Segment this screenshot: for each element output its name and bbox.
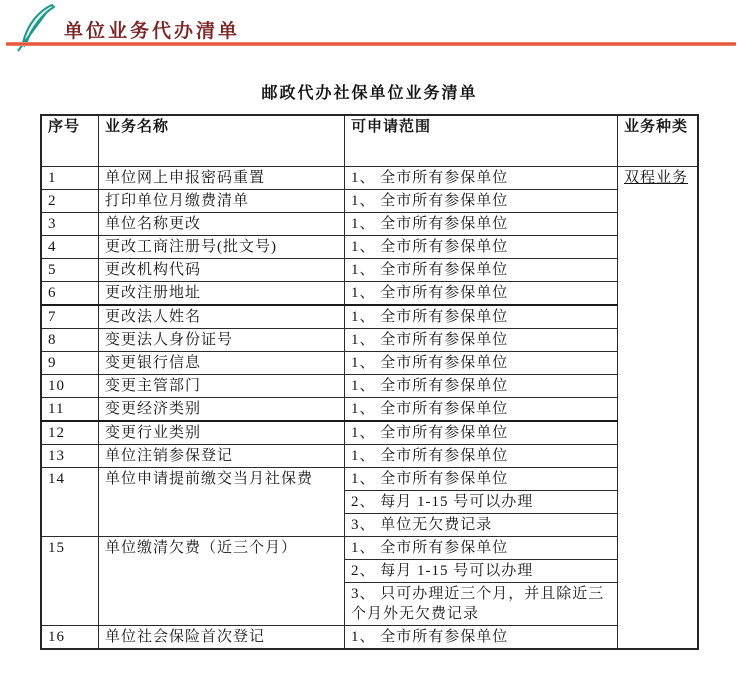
scope-cell: 1、 全市所有参保单位 — [345, 537, 618, 560]
row-number-cell: 10 — [41, 375, 99, 398]
scope-cell: 2、 每月 1-15 号可以办理 — [345, 491, 618, 514]
column-header: 序号 — [41, 115, 99, 167]
business-name-cell: 单位注销参保登记 — [99, 445, 345, 468]
table-row — [41, 468, 698, 491]
category-cell: 双程业务 — [618, 167, 699, 650]
scope-cell: 1、 全市所有参保单位 — [345, 626, 618, 650]
business-name-cell: 更改法人姓名 — [99, 305, 345, 329]
table-row — [41, 375, 698, 398]
table-row — [41, 329, 698, 352]
business-name-cell: 更改机构代码 — [99, 259, 345, 282]
column-header: 业务名称 — [99, 115, 345, 167]
row-number-cell: 7 — [41, 305, 99, 329]
column-header: 可申请范围 — [345, 115, 618, 167]
business-name-cell: 变更经济类别 — [99, 398, 345, 422]
business-name-cell: 单位社会保险首次登记 — [99, 626, 345, 650]
scope-cell: 3、 单位无欠费记录 — [345, 514, 618, 537]
business-name-cell: 更改工商注册号(批文号) — [99, 236, 345, 259]
page-header — [0, 0, 739, 50]
table-row — [41, 282, 698, 306]
business-name-cell: 变更主管部门 — [99, 375, 345, 398]
row-number-cell: 13 — [41, 445, 99, 468]
scope-cell: 1、 全市所有参保单位 — [345, 468, 618, 491]
business-name-cell: 单位申请提前缴交当月社保费 — [99, 468, 345, 537]
document-title: 单位业务代办清单 — [64, 21, 241, 42]
scope-cell: 1、 全市所有参保单位 — [345, 398, 618, 422]
business-table — [40, 114, 699, 650]
business-name-cell: 变更行业类别 — [99, 421, 345, 445]
business-name-cell: 单位名称更改 — [99, 213, 345, 236]
scope-cell: 1、 全市所有参保单位 — [345, 329, 618, 352]
business-name-cell: 单位缴清欠费（近三个月） — [99, 537, 345, 626]
row-number-cell: 14 — [41, 468, 99, 537]
table-row — [41, 537, 698, 560]
scope-cell: 1、 全市所有参保单位 — [345, 305, 618, 329]
row-number-cell: 1 — [41, 167, 99, 190]
scope-cell: 1、 全市所有参保单位 — [345, 421, 618, 445]
table-row — [41, 259, 698, 282]
table-row — [41, 213, 698, 236]
table-row — [41, 421, 698, 445]
business-name-cell: 变更银行信息 — [99, 352, 345, 375]
table-row — [41, 167, 698, 190]
row-number-cell: 16 — [41, 626, 99, 650]
table-row — [41, 626, 698, 650]
business-name-cell: 打印单位月缴费清单 — [99, 190, 345, 213]
table-title: 邮政代办社保单位业务清单 — [261, 85, 478, 102]
scope-cell: 1、 全市所有参保单位 — [345, 236, 618, 259]
scope-cell: 1、 全市所有参保单位 — [345, 375, 618, 398]
table-row — [41, 236, 698, 259]
table-row — [41, 305, 698, 329]
business-name-cell: 更改注册地址 — [99, 282, 345, 306]
row-number-cell: 9 — [41, 352, 99, 375]
table-header-row — [41, 115, 698, 167]
row-number-cell: 12 — [41, 421, 99, 445]
row-number-cell: 4 — [41, 236, 99, 259]
row-number-cell: 6 — [41, 282, 99, 306]
scope-cell: 1、 全市所有参保单位 — [345, 282, 618, 306]
business-name-cell: 单位网上申报密码重置 — [99, 167, 345, 190]
business-name-cell: 变更法人身份证号 — [99, 329, 345, 352]
table-row — [41, 445, 698, 468]
column-header: 业务种类 — [618, 115, 699, 167]
row-number-cell: 8 — [41, 329, 99, 352]
header-rule-divider — [6, 42, 736, 46]
row-number-cell: 2 — [41, 190, 99, 213]
scope-cell: 1、 全市所有参保单位 — [345, 167, 618, 190]
quill-pen-icon — [14, 2, 60, 54]
scope-cell: 3、 只可办理近三个月，并且除近三个月外无欠费记录 — [345, 583, 618, 626]
scope-cell: 1、 全市所有参保单位 — [345, 213, 618, 236]
scope-cell: 2、 每月 1-15 号可以办理 — [345, 560, 618, 583]
row-number-cell: 3 — [41, 213, 99, 236]
table-row — [41, 352, 698, 375]
scope-cell: 1、 全市所有参保单位 — [345, 352, 618, 375]
table-row — [41, 190, 698, 213]
table-row — [41, 398, 698, 422]
scope-cell: 1、 全市所有参保单位 — [345, 190, 618, 213]
scope-cell: 1、 全市所有参保单位 — [345, 445, 618, 468]
row-number-cell: 5 — [41, 259, 99, 282]
scope-cell: 1、 全市所有参保单位 — [345, 259, 618, 282]
row-number-cell: 11 — [41, 398, 99, 422]
row-number-cell: 15 — [41, 537, 99, 626]
